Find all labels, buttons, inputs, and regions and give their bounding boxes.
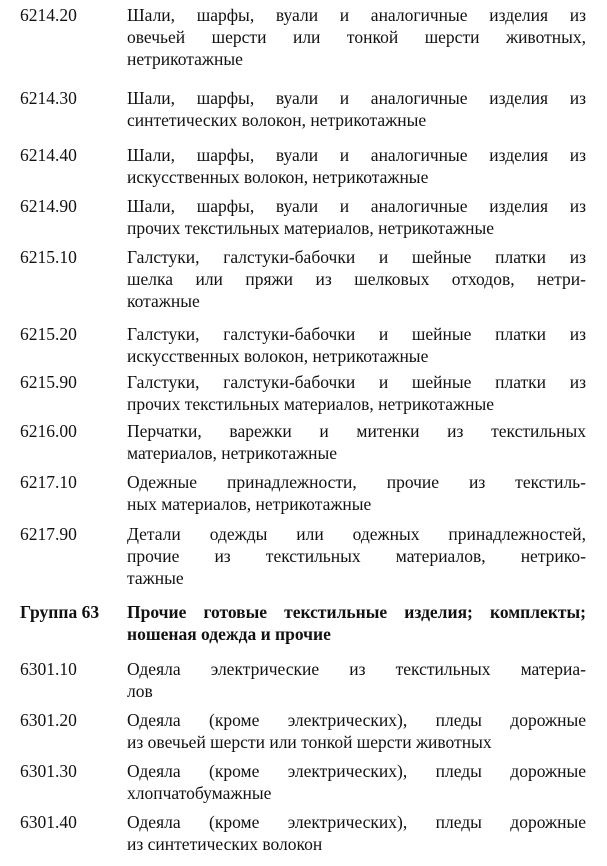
tariff-description bbox=[127, 246, 586, 312]
description-line: искусственных волокон, нетрикотажные bbox=[127, 167, 429, 187]
tariff-code: 6214.30 bbox=[20, 88, 77, 108]
tariff-description bbox=[127, 371, 586, 415]
description-line: материалов, нетрикотажные bbox=[127, 443, 338, 463]
description-line: Шали, шарфы, вуали и аналогичные изделия из bbox=[127, 145, 586, 165]
tariff-code: 6301.20 bbox=[20, 710, 77, 730]
description-line: искусственных волокон, нетрикотажные bbox=[127, 346, 429, 366]
description-line: ношеная одежда и прочие bbox=[127, 624, 331, 644]
tariff-description bbox=[127, 420, 586, 464]
tariff-description bbox=[127, 4, 586, 70]
tariff-code: 6301.10 bbox=[20, 659, 77, 679]
tariff-code: 6217.10 bbox=[20, 472, 77, 492]
tariff-description bbox=[127, 523, 586, 589]
tariff-code: 6214.20 bbox=[20, 5, 77, 25]
description-line: Одеяла (кроме электрических), пледы дорожные bbox=[127, 710, 586, 730]
description-line: Шали, шарфы, вуали и аналогичные изделия из bbox=[127, 88, 586, 108]
description-line: Шали, шарфы, вуали и аналогичные изделия из bbox=[127, 5, 586, 25]
description-line: Перчатки, варежки и митенки из текстильных bbox=[127, 421, 586, 441]
tariff-description bbox=[127, 195, 586, 239]
tariff-code: 6301.30 bbox=[20, 761, 77, 781]
group-title bbox=[127, 601, 586, 645]
description-line: Галстуки, галстуки-бабочки и шейные платки из bbox=[127, 324, 586, 344]
tariff-code: 6214.90 bbox=[20, 196, 77, 216]
description-line: Одеяла (кроме электрических), пледы дорожные bbox=[127, 812, 586, 832]
tariff-code: 6215.90 bbox=[20, 372, 77, 392]
tariff-description bbox=[127, 658, 586, 702]
group-number: Группа 63 bbox=[20, 602, 100, 622]
description-line: Галстуки, галстуки-бабочки и шейные платки из bbox=[127, 372, 586, 392]
description-line: хлопчатобумажные bbox=[127, 783, 272, 803]
tariff-code: 6301.40 bbox=[20, 812, 77, 832]
description-line: из синтетических волокон bbox=[127, 834, 323, 854]
description-line: Одеяла (кроме электрических), пледы дорожные bbox=[127, 761, 586, 781]
tariff-description bbox=[127, 144, 586, 188]
tariff-code: 6215.20 bbox=[20, 324, 77, 344]
description-line: из овечьей шерсти или тонкой шерсти животных bbox=[127, 732, 492, 752]
description-line: Галстуки, галстуки-бабочки и шейные платки из bbox=[127, 247, 586, 267]
tariff-code: 6217.90 bbox=[20, 524, 77, 544]
tariff-code: 6216.00 bbox=[20, 421, 77, 441]
tariff-code: 6214.40 bbox=[20, 145, 77, 165]
tariff-description bbox=[127, 323, 586, 367]
description-line: Детали одежды или одежных принадлежностей, bbox=[127, 524, 586, 544]
description-line: овечьей шерсти или тонкой шерсти животных, bbox=[127, 27, 586, 47]
description-line: тажные bbox=[127, 568, 184, 588]
description-line: прочих текстильных материалов, нетрикотажные bbox=[127, 218, 494, 238]
description-line: прочие из текстильных материалов, нетрико- bbox=[127, 546, 586, 566]
description-line: шелка или пряжи из шелковых отходов, нетри- bbox=[127, 269, 586, 289]
description-line: нетрикотажные bbox=[127, 49, 243, 69]
tariff-description bbox=[127, 87, 586, 131]
description-line: Прочие готовые текстильные изделия; комплекты; bbox=[127, 602, 586, 622]
description-line: прочих текстильных материалов, нетрикотажные bbox=[127, 394, 494, 414]
description-line: Шали, шарфы, вуали и аналогичные изделия из bbox=[127, 196, 586, 216]
tariff-description bbox=[127, 811, 586, 855]
description-line: Одежные принадлежности, прочие из текстиль- bbox=[127, 472, 586, 492]
description-line: лов bbox=[127, 681, 153, 701]
description-line: Одеяла электрические из текстильных материа- bbox=[127, 659, 586, 679]
tariff-description bbox=[127, 760, 586, 804]
tariff-description bbox=[127, 709, 586, 753]
tariff-description bbox=[127, 471, 586, 515]
tariff-code: 6215.10 bbox=[20, 247, 77, 267]
description-line: котажные bbox=[127, 291, 200, 311]
description-line: синтетических волокон, нетрикотажные bbox=[127, 110, 427, 130]
description-line: ных материалов, нетрикотажные bbox=[127, 494, 372, 514]
